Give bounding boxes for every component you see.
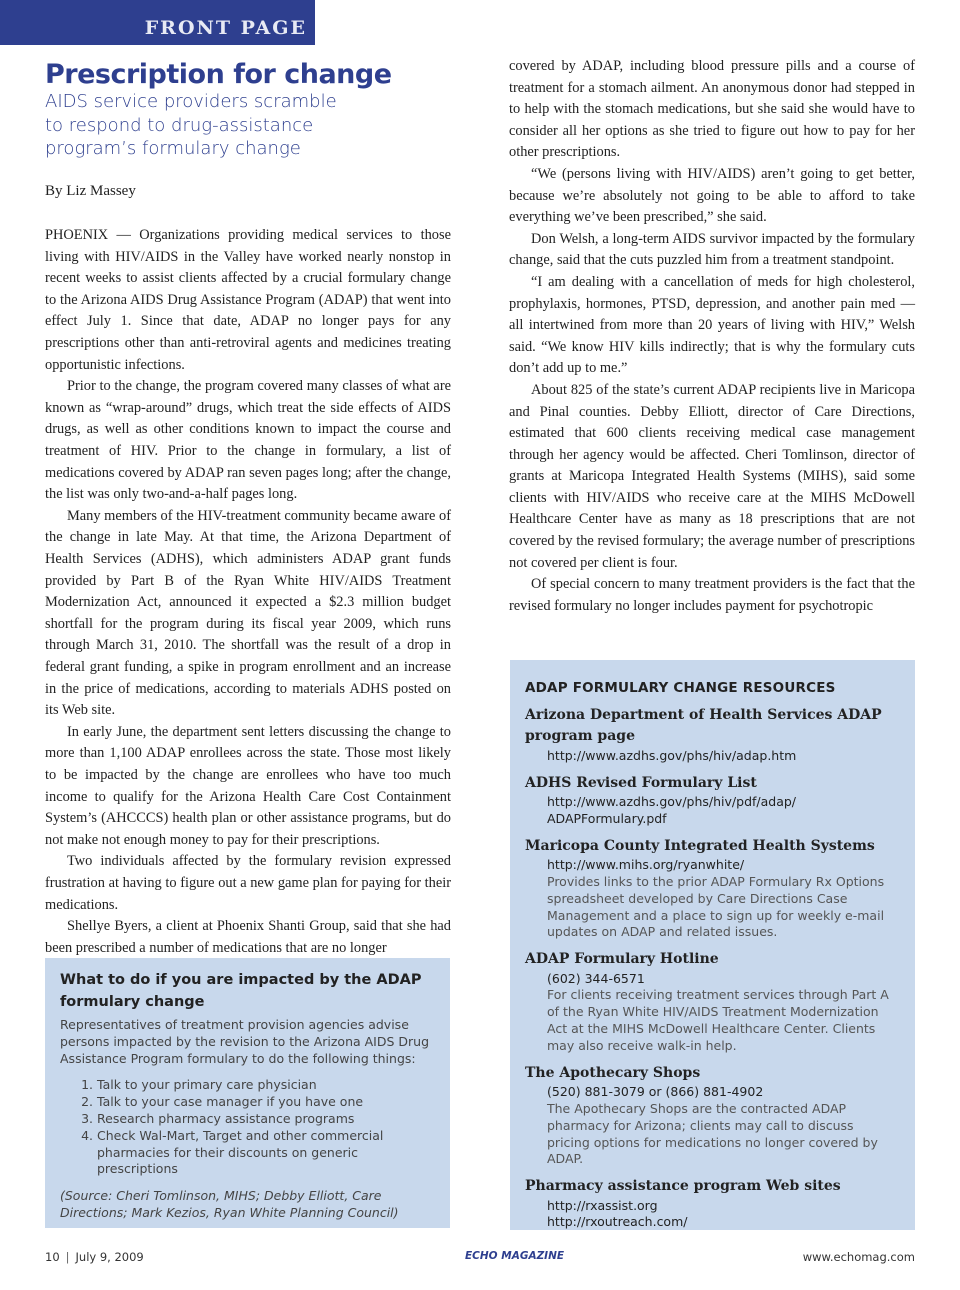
resource-name: Arizona Department of Health Services ADAP program page <box>525 706 882 745</box>
article-right-column <box>509 56 915 617</box>
resource-name: Pharmacy assistance program Web sites <box>525 1178 841 1195</box>
resource-item <box>525 949 900 1054</box>
resource-item <box>525 1176 900 1231</box>
deck-line: AIDS service providers scramble <box>45 91 337 112</box>
section-label: FRONT PAGE <box>144 17 307 39</box>
resource-name: The Apothecary Shops <box>525 1064 701 1081</box>
issue-date: July 9, 2009 <box>75 1250 144 1264</box>
resource-link[interactable]: http://www.mihs.org/ryanwhite/ <box>547 857 745 873</box>
resource-item <box>525 1063 900 1168</box>
article-deck <box>45 90 451 161</box>
footer-separator: | <box>65 1250 70 1264</box>
page-footer <box>45 1250 915 1266</box>
resource-name: ADAP Formulary Hotline <box>525 951 719 968</box>
resource-description: Provides links to the prior ADAP Formulary Rx Options spreadsheet developed by Care Directions Case Management and a place to sign up for weekly e-mail updates on ADAP and related issues. <box>547 873 885 940</box>
article-paragraph: “We (persons living with HIV/AIDS) aren’t going to get better, because we’re absolutely not going to be able to afford to take everything we’ve been prescribed,” she said. <box>509 165 915 226</box>
article-left-column <box>45 60 451 959</box>
article-paragraph: Prior to the change, the program covered many classes of what are known as “wrap-around” drugs, which treat the side effects of AIDS drugs, as well as other conditions known to impact the course and treatment of HIV. Prior to the change in formulary, a list of medications covered by ADAP ran seven pages long; after the change, the list was only two-and-a-half pages long. <box>45 378 451 503</box>
resources-title: ADAP FORMULARY CHANGE RESOURCES <box>525 680 836 696</box>
article-paragraph: “I am dealing with a cancellation of meds for high cholesterol, prophylaxis, hormones, PTSD, depression, and another pain med — all intertwined from more than 20 years of living with HIV,” Welsh said. “We know HIV kills indirectly; that is why the formulary cuts don’t add up to me.” <box>509 273 915 377</box>
resource-link[interactable]: http://rxassist.org <box>547 1197 658 1213</box>
footer-left <box>45 1250 144 1264</box>
resource-item <box>525 836 900 941</box>
byline: By Liz Massey <box>45 182 136 199</box>
resource-phone: (602) 344-6571 <box>547 970 645 986</box>
resource-link[interactable]: http://www.azdhs.gov/phs/hiv/pdf/adap/ <box>547 794 797 810</box>
article-headline: Prescription for change <box>45 59 392 90</box>
resource-link[interactable]: http://rxoutreach.com/ <box>547 1214 688 1230</box>
resource-phone: (520) 881-3079 or (866) 881-4902 <box>547 1084 764 1100</box>
article-paragraph: Many members of the HIV-treatment community became aware of the change in late May. At that time, the Arizona Department of Health Services (ADHS), which administers ADAP grant funds provided by Part B of the Ryan White HIV/AIDS Treatment Modernization Act, announced it expected a $2.3 million budget shortfall for the program during its fiscal year 2009, which runs through March 31, 2010. The shortfall was the result of a drop in federal grant funding, a spike in program enrollment and an increase in the price of medications, according to materials ADHS posted on its Web site. <box>45 507 451 719</box>
article-paragraph: covered by ADAP, including blood pressure pills and a course of treatment for a stomach ailment. An anonymous donor had stepped in to help with the stomach medications, but she said she would have to consider all her options as she tried to figure out how to pay for her other prescriptions. <box>509 58 915 161</box>
advice-list-item: 4. Check Wal-Mart, Target and other commercial pharmacies for their discounts on generic prescriptions <box>97 1128 435 1178</box>
advice-source: (Source: Cheri Tomlinson, MIHS; Debby Elliott, Care Directions; Mark Kezios, Ryan White Planning Council) <box>60 1188 399 1220</box>
advice-list <box>60 1077 435 1178</box>
resource-name: ADHS Revised Formulary List <box>525 774 757 791</box>
page-number: 10 <box>45 1250 60 1264</box>
article-paragraph: Of special concern to many treatment providers is the fact that the revised formulary no longer includes payment for psychotropic <box>509 576 915 614</box>
resource-item <box>525 705 900 765</box>
advice-sidebar-title: What to do if you are impacted by the ADAP formulary change <box>60 972 422 1010</box>
resource-description: For clients receiving treatment services through Part A of the Ryan White HIV/AIDS Treatment Modernization Act at the MIHS McDowell Healthcare Center. Clients may also receive walk-in help. <box>547 987 889 1053</box>
resources-sidebar <box>510 660 915 1230</box>
resource-link[interactable]: http://www.azdhs.gov/phs/hiv/adap.htm <box>547 747 797 763</box>
resource-description: The Apothecary Shops are the contracted ADAP pharmacy for Arizona; clients may call to discuss pricing options for medications no longer covered by ADAP. <box>547 1100 878 1167</box>
article-paragraph: Shellye Byers, a client at Phoenix Shanti Group, said that she had been prescribed a number of medications that are no longer <box>45 918 451 956</box>
advice-sidebar <box>45 958 450 1228</box>
deck-line: program’s formulary change <box>45 138 301 159</box>
article-paragraph: In early June, the department sent letters discussing the change to more than 1,100 ADAP enrollees across the state. Those most likely to be impacted by the change are enrollees who have too much income to qualify for the Arizona Health Care Cost Containment System’s (AHCCCS) health plan or other assistance programs, but do not make not enough money to pay for their prescriptions. <box>45 723 451 848</box>
resource-item <box>525 773 900 828</box>
article-paragraph: About 825 of the state’s current ADAP recipients live in Maricopa and Pinal counties. Debby Elliott, director of Care Directions, estimated that 600 clients receiving medical case management through her agency would be affected. Cheri Tomlinson, director of grants at Maricopa Integrated Health Systems (MIHS), said some clients with HIV/AIDS who receive care at the MIHS McDowell Healthcare Center have as many as 18 prescriptions that are not covered by the revised formulary; the average number of prescriptions not covered per client is four. <box>509 381 915 571</box>
advice-sidebar-intro: Representatives of treatment provision agencies advise persons impacted by the revision to the Arizona AIDS Drug Assistance Program formulary to do the following things: <box>60 1017 430 1066</box>
advice-list-item: 1. Talk to your primary care physician <box>97 1077 435 1094</box>
resource-link[interactable]: ADAPFormulary.pdf <box>547 810 667 826</box>
resource-name: Maricopa County Integrated Health Systems <box>525 837 875 854</box>
deck-line: to respond to drug-assistance <box>45 114 314 136</box>
article-paragraph: Don Welsh, a long-term AIDS survivor impacted by the formulary change, said that the cuts puzzled him from a treatment standpoint. <box>509 230 915 269</box>
advice-list-item: 3. Research pharmacy assistance programs <box>97 1111 435 1128</box>
advice-list-item: 2. Talk to your case manager if you have one <box>97 1094 435 1111</box>
article-paragraph: PHOENIX — Organizations providing medical services to those living with HIV/AIDS in the Valley have worked nearly nonstop in recent weeks to assist clients affected by a crucial formulary change to the Arizona AIDS Drug Assistance Program (ADAP) that went into effect July 1. Since that date, ADAP no longer pays for any prescriptions other than anti-retroviral agents and medicines treating opportunistic infections. <box>45 227 451 373</box>
section-banner <box>0 0 315 45</box>
article-paragraph: Two individuals affected by the formulary revision expressed frustration at having to figure out a new game plan for paying for their medications. <box>45 853 451 913</box>
website-link[interactable]: www.echomag.com <box>802 1250 915 1264</box>
magazine-name: ECHO MAGAZINE <box>465 1250 565 1262</box>
